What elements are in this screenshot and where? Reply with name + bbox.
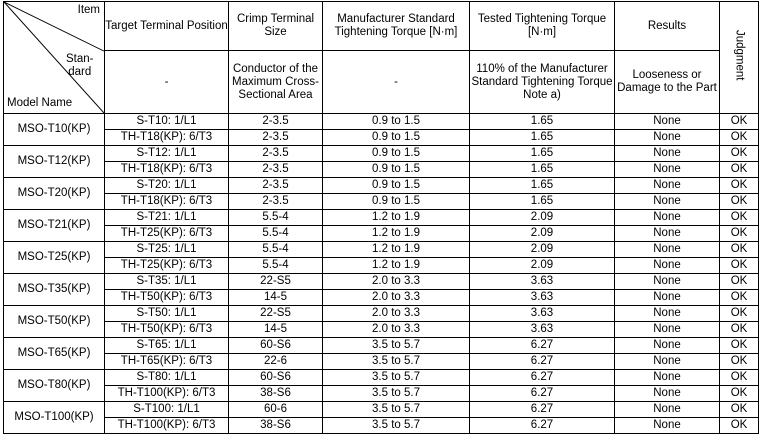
table-row [4,162,759,178]
cell-mfr-torque: 1.2 to 1.9 [323,210,470,226]
cell-result: None [615,162,720,178]
cell-crimp-size: 14-5 [229,290,323,306]
cell-crimp-size: 22-6 [229,354,323,370]
cell-tested-torque: 1.65 [470,114,615,130]
cell-mfr-torque: 1.2 to 1.9 [323,242,470,258]
table-row [4,418,759,434]
cell-judgment: OK [720,386,759,402]
cell-result: None [615,370,720,386]
cell-tested-torque: 1.65 [470,162,615,178]
cell-mfr-torque: 0.9 to 1.5 [323,146,470,162]
cell-crimp-size: 5.5-4 [229,210,323,226]
cell-position: TH-T18(KP): 6/T3 [105,194,229,210]
cell-result: None [615,418,720,434]
cell-crimp-size: 60-S6 [229,338,323,354]
corner-item-label: Item [77,4,100,16]
cell-result: None [615,338,720,354]
cell-position: TH-T65(KP): 6/T3 [105,354,229,370]
cell-crimp-size: 5.5-4 [229,258,323,274]
cell-crimp-size: 60-6 [229,402,323,418]
table-row [4,242,759,258]
cell-tested-torque: 6.27 [470,370,615,386]
cell-position: S-T10: 1/L1 [105,114,229,130]
table-body [4,114,759,434]
cell-result: None [615,274,720,290]
cell-position: TH-T100(KP): 6/T3 [105,418,229,434]
cell-position: S-T20: 1/L1 [105,178,229,194]
cell-model-name: MSO-T25(KP) [4,242,105,274]
table-row [4,306,759,322]
cell-result: None [615,146,720,162]
cell-crimp-size: 38-S6 [229,386,323,402]
col-header-crimp-size: Crimp Terminal Size [229,2,323,51]
cell-judgment: OK [720,322,759,338]
cell-tested-torque: 6.27 [470,418,615,434]
cell-judgment: OK [720,354,759,370]
cell-model-name: MSO-T80(KP) [4,370,105,402]
cell-mfr-torque: 3.5 to 5.7 [323,402,470,418]
cell-judgment: OK [720,178,759,194]
cell-position: S-T50: 1/L1 [105,306,229,322]
table-row [4,402,759,418]
cell-result: None [615,226,720,242]
cell-crimp-size: 2-3.5 [229,146,323,162]
table-row [4,290,759,306]
cell-mfr-torque: 2.0 to 3.3 [323,290,470,306]
table-row [4,338,759,354]
cell-mfr-torque: 0.9 to 1.5 [323,162,470,178]
cell-judgment: OK [720,402,759,418]
cell-tested-torque: 1.65 [470,194,615,210]
cell-position: TH-T25(KP): 6/T3 [105,226,229,242]
cell-crimp-size: 14-5 [229,322,323,338]
col-header-tested-torque: Tested Tightening Torque [N·m] [470,2,615,51]
cell-crimp-size: 2-3.5 [229,162,323,178]
table-row [4,146,759,162]
subheader-results: Looseness or Damage to the Part [615,51,720,114]
cell-judgment: OK [720,130,759,146]
subheader-tested-torque: 110% of the Manufacturer Standard Tightening Torque Note a) [470,51,615,114]
cell-position: S-T100: 1/L1 [105,402,229,418]
cell-judgment: OK [720,274,759,290]
col-header-mfr-torque: Manufacturer Standard Tightening Torque [N·m] [323,2,470,51]
cell-mfr-torque: 3.5 to 5.7 [323,386,470,402]
cell-mfr-torque: 1.2 to 1.9 [323,226,470,242]
cell-crimp-size: 2-3.5 [229,178,323,194]
cell-position: TH-T18(KP): 6/T3 [105,130,229,146]
cell-model-name: MSO-T35(KP) [4,274,105,306]
cell-position: TH-T50(KP): 6/T3 [105,290,229,306]
cell-tested-torque: 1.65 [470,146,615,162]
cell-position: TH-T100(KP): 6/T3 [105,386,229,402]
cell-tested-torque: 3.63 [470,290,615,306]
cell-judgment: OK [720,290,759,306]
cell-judgment: OK [720,194,759,210]
cell-position: S-T21: 1/L1 [105,210,229,226]
cell-position: TH-T50(KP): 6/T3 [105,322,229,338]
cell-mfr-torque: 0.9 to 1.5 [323,194,470,210]
table-row [4,114,759,130]
cell-tested-torque: 6.27 [470,402,615,418]
cell-mfr-torque: 0.9 to 1.5 [323,178,470,194]
cell-model-name: MSO-T21(KP) [4,210,105,242]
cell-mfr-torque: 0.9 to 1.5 [323,130,470,146]
cell-mfr-torque: 1.2 to 1.9 [323,258,470,274]
cell-result: None [615,322,720,338]
table-row [4,274,759,290]
cell-result: None [615,306,720,322]
cell-model-name: MSO-T12(KP) [4,146,105,178]
table-row [4,178,759,194]
cell-position: TH-T25(KP): 6/T3 [105,258,229,274]
cell-result: None [615,114,720,130]
table-row [4,194,759,210]
table-row [4,370,759,386]
cell-crimp-size: 22-S5 [229,306,323,322]
cell-result: None [615,194,720,210]
cell-model-name: MSO-T20(KP) [4,178,105,210]
table-row [4,258,759,274]
header-corner-cell [4,2,105,114]
cell-judgment: OK [720,338,759,354]
cell-tested-torque: 6.27 [470,354,615,370]
cell-judgment: OK [720,162,759,178]
cell-judgment: OK [720,210,759,226]
subheader-crimp-size: Conductor of the Maximum Cross-Sectional Area [229,51,323,114]
cell-mfr-torque: 2.0 to 3.3 [323,306,470,322]
cell-result: None [615,178,720,194]
cell-crimp-size: 22-S5 [229,274,323,290]
cell-crimp-size: 5.5-4 [229,242,323,258]
cell-crimp-size: 38-S6 [229,418,323,434]
cell-mfr-torque: 3.5 to 5.7 [323,354,470,370]
cell-judgment: OK [720,226,759,242]
cell-tested-torque: 2.09 [470,258,615,274]
cell-result: None [615,242,720,258]
subheader-mfr-torque: - [323,51,470,114]
cell-crimp-size: 2-3.5 [229,194,323,210]
cell-mfr-torque: 2.0 to 3.3 [323,274,470,290]
cell-tested-torque: 6.27 [470,386,615,402]
cell-tested-torque: 2.09 [470,242,615,258]
cell-judgment: OK [720,114,759,130]
col-header-target-position: Target Terminal Position [105,2,229,51]
cell-judgment: OK [720,418,759,434]
table-row [4,226,759,242]
cell-tested-torque: 2.09 [470,210,615,226]
cell-mfr-torque: 3.5 to 5.7 [323,418,470,434]
table-row [4,130,759,146]
cell-result: None [615,386,720,402]
subheader-target-position: - [105,51,229,114]
cell-model-name: MSO-T100(KP) [4,402,105,434]
table-row [4,210,759,226]
table-row [4,386,759,402]
cell-position: S-T35: 1/L1 [105,274,229,290]
cell-crimp-size: 60-S6 [229,370,323,386]
cell-result: None [615,290,720,306]
cell-judgment: OK [720,146,759,162]
cell-tested-torque: 1.65 [470,178,615,194]
table-row [4,354,759,370]
cell-result: None [615,354,720,370]
cell-mfr-torque: 3.5 to 5.7 [323,338,470,354]
cell-position: S-T80: 1/L1 [105,370,229,386]
cell-mfr-torque: 3.5 to 5.7 [323,370,470,386]
cell-tested-torque: 3.63 [470,274,615,290]
cell-mfr-torque: 0.9 to 1.5 [323,114,470,130]
cell-mfr-torque: 2.0 to 3.3 [323,322,470,338]
cell-result: None [615,258,720,274]
cell-tested-torque: 3.63 [470,322,615,338]
cell-judgment: OK [720,306,759,322]
cell-position: S-T25: 1/L1 [105,242,229,258]
cell-tested-torque: 1.65 [470,130,615,146]
corner-standard-label: Stan- dard [66,53,94,78]
cell-position: TH-T18(KP): 6/T3 [105,162,229,178]
cell-judgment: OK [720,258,759,274]
cell-tested-torque: 2.09 [470,226,615,242]
cell-crimp-size: 5.5-4 [229,226,323,242]
tightening-torque-table [3,1,759,434]
cell-model-name: MSO-T65(KP) [4,338,105,370]
col-header-judgment: Judgment [720,2,759,114]
cell-crimp-size: 2-3.5 [229,114,323,130]
cell-tested-torque: 6.27 [470,338,615,354]
cell-model-name: MSO-T10(KP) [4,114,105,146]
cell-judgment: OK [720,370,759,386]
cell-position: S-T65: 1/L1 [105,338,229,354]
cell-result: None [615,130,720,146]
cell-judgment: OK [720,242,759,258]
cell-result: None [615,210,720,226]
col-header-results: Results [615,2,720,51]
cell-model-name: MSO-T50(KP) [4,306,105,338]
cell-result: None [615,402,720,418]
corner-model-name-label: Model Name [7,97,73,109]
cell-crimp-size: 2-3.5 [229,130,323,146]
cell-position: S-T12: 1/L1 [105,146,229,162]
cell-tested-torque: 3.63 [470,306,615,322]
table-row [4,322,759,338]
